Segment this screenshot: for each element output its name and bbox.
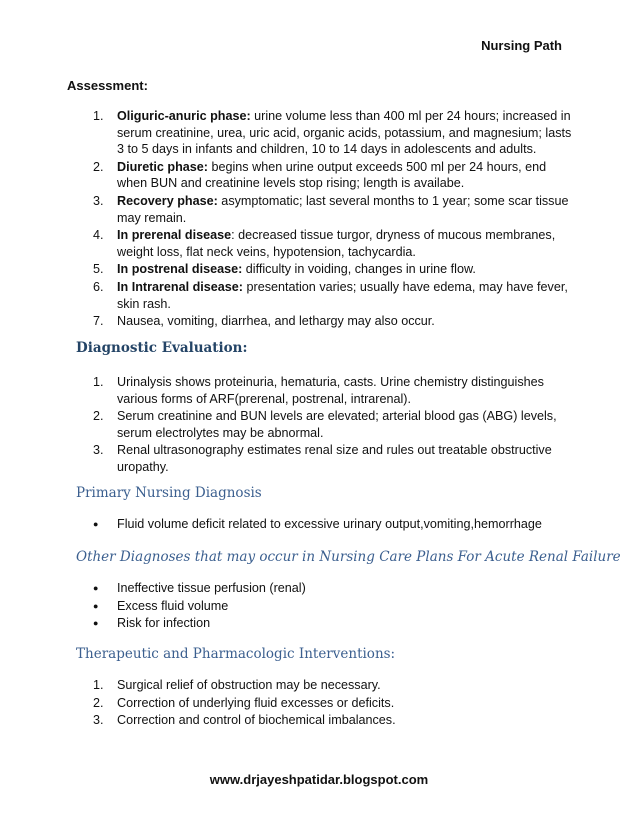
other-diagnoses-heading: Other Diagnoses that may occur in Nursing Care Plans For Acute Renal Failure [76, 549, 621, 565]
list-item: 2. Correction of underlying fluid excesses or deficits. [93, 695, 395, 710]
bullet-icon: ● [93, 519, 99, 529]
list-item: 2. Serum creatinine and BUN levels are elevated; arterial blood gas (ABG) levels, serum electrolytes may be abnormal. [93, 409, 557, 440]
assessment-heading: Assessment: [67, 78, 148, 93]
list-item: 2. Diuretic phase: begins when urine output exceeds 500 ml per 24 hours, end when BUN and creatinine levels stop rising; length is availabe. [93, 159, 547, 191]
primary-nursing-diagnosis-heading: Primary Nursing Diagnosis [76, 485, 262, 501]
page-header-title: Nursing Path [481, 38, 562, 53]
footer-url: www.drjayeshpatidar.blogspot.com [209, 772, 429, 787]
bullet-icon: ● [93, 600, 99, 611]
list-item: ● Ineffective tissue perfusion (renal) [93, 581, 306, 595]
list-item: 1. Urinalysis shows proteinuria, hematuria, casts. Urine chemistry distinguishes various forms of ARF(prerenal, postrenal, intrarenal). [93, 375, 544, 406]
assessment-list [93, 108, 573, 331]
list-item: 1. Surgical relief of obstruction may be necessary. [93, 678, 381, 692]
list-item: ● Risk for infection [93, 616, 211, 631]
list-item: 5. In postrenal disease: difficulty in voiding, changes in urine flow. [93, 262, 476, 277]
therapeutic-list [93, 677, 573, 730]
list-item: 3. Recovery phase: asymptomatic; last several months to 1 year; some scar tissue may remain. [93, 193, 569, 225]
list-item: ● Excess fluid volume [93, 598, 229, 613]
diagnostic-evaluation-heading: Diagnostic Evaluation: [76, 340, 248, 356]
primary-diagnosis-list [93, 516, 573, 534]
list-item: ● Fluid volume deficit related to excessive urinary output,vomiting,hemorrhage [93, 517, 542, 531]
diagnostic-list [93, 374, 573, 477]
list-item: 4. In prerenal disease: decreased tissue turgor, dryness of mucous membranes, weight loss, flat neck veins, hypotension, tachycardia. [93, 228, 556, 259]
other-diagnoses-list [93, 580, 573, 633]
list-item: 6. In Intrarenal disease: presentation varies; usually have edema, may have fever, skin rash. [93, 279, 568, 311]
list-item: 7. Nausea, vomiting, diarrhea, and lethargy may also occur. [93, 314, 435, 329]
bullet-icon: ● [93, 583, 99, 593]
list-item: 3. Renal ultrasonography estimates renal size and rules out treatable obstructive uropathy. [93, 443, 552, 474]
list-item: 1. Oliguric-anuric phase: urine volume less than 400 ml per 24 hours; increased in serum creatinine, urea, uric acid, organic acids, potassium, and magnesium; lasts 3 to 5 days in infants and children, 10 to 14 days in adolescents and adults. [93, 109, 572, 157]
bullet-icon: ● [93, 618, 99, 629]
list-item: 3. Correction and control of biochemical imbalances. [93, 713, 396, 728]
therapeutic-interventions-heading: Therapeutic and Pharmacologic Interventions: [76, 646, 396, 662]
